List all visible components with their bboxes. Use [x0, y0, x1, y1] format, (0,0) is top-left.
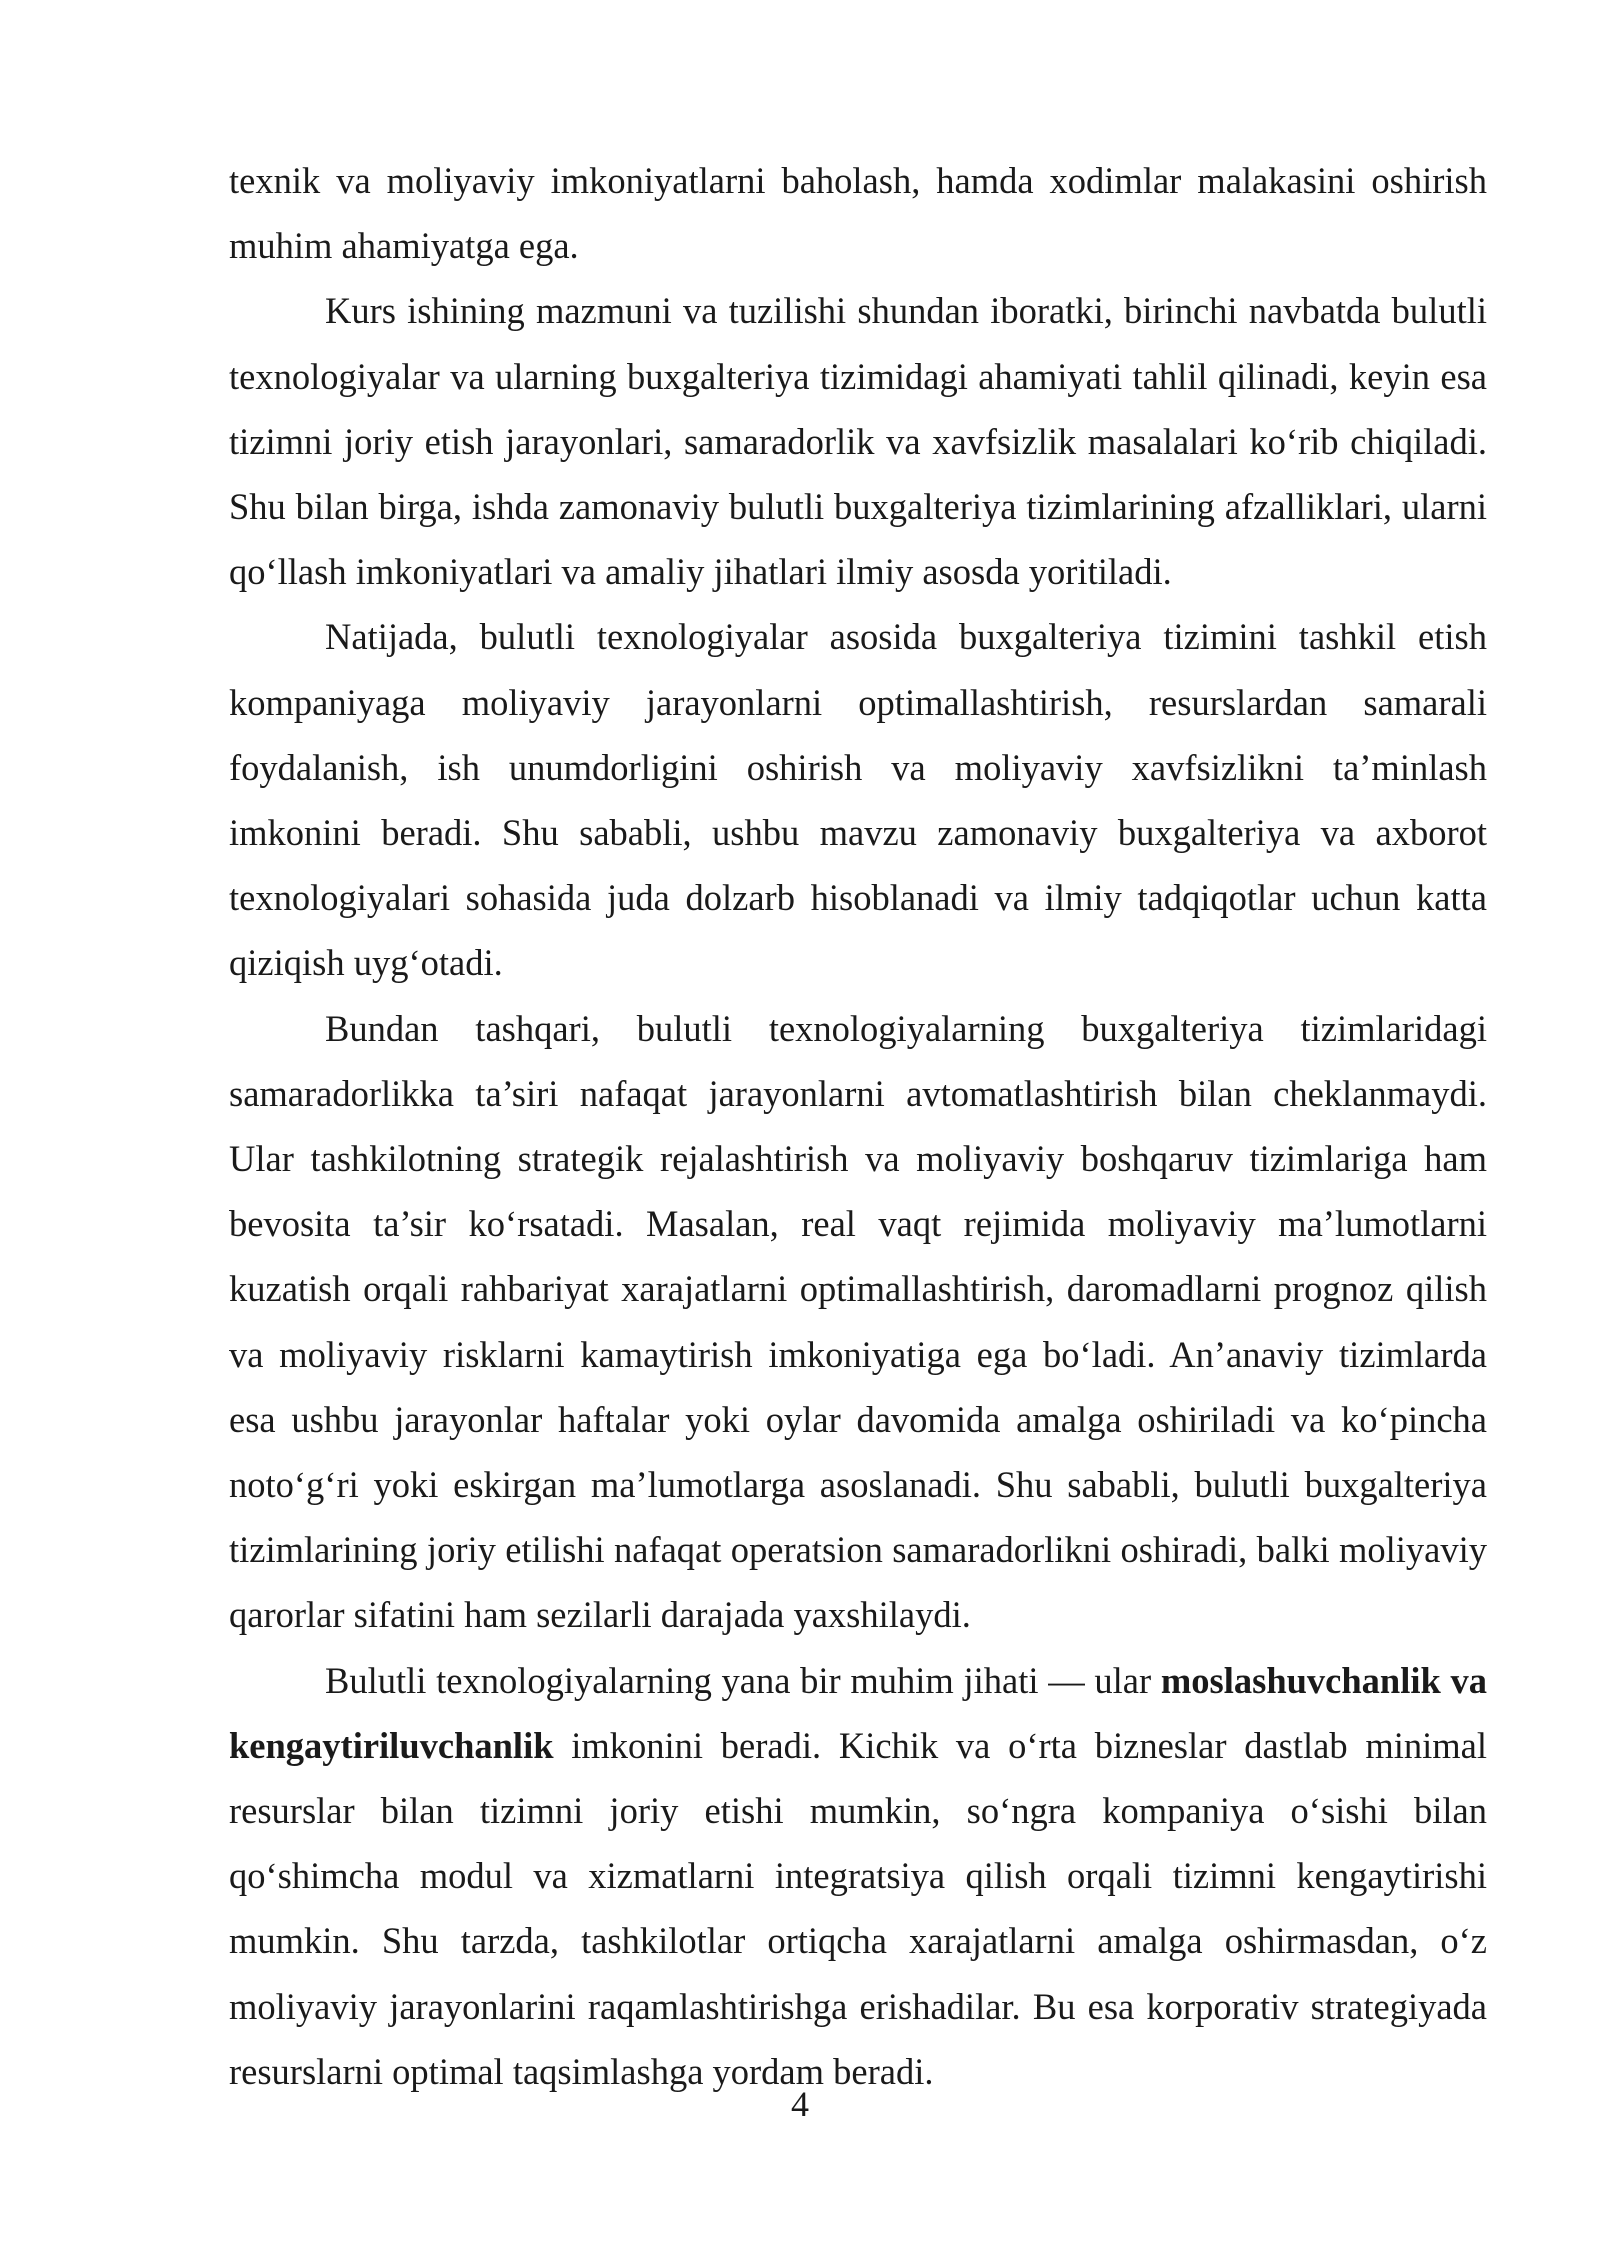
paragraph-results: Natijada, bulutli texnologiyalar asosida buxgalteriya tizimini tashkil etish kompaniyaga moliyaviy jarayonlarni optimallashtirish, resurslardan samarali foydalanish, ish unumdorligini oshirish va moliyaviy xavfsizlikni ta’minlash imkonini beradi. Shu sababli, ushbu mavzu zamonaviy buxgalteriya va axborot texnologiyalari sohasida juda dolzarb hisoblanadi va ilmiy tadqiqotlar uchun katta qiziqish uyg‘otadi. — [229, 616, 1487, 984]
paragraph-flexibility — [229, 1648, 1487, 2104]
paragraph-course-structure: Kurs ishining mazmuni va tuzilishi shundan iboratki, birinchi navbatda bulutli texnologiyalar va ularning buxgalteriya tizimidagi ahamiyati tahlil qilinadi, keyin esa tizimni joriy etish jarayonlari, samaradorlik va xavfsizlik masalalari ko‘rib chiqiladi. Shu bilan birga, ishda zamonaviy bulutli buxgalteriya tizimlarining afzalliklari, ularni qo‘llash imkoniyatlari va amaliy jihatlari ilmiy asosda yoritiladi. — [229, 290, 1487, 593]
page-number: 4 — [791, 2084, 809, 2124]
paragraph-flexibility-rest: imkonini beradi. Kichik va o‘rta bizneslar dastlab minimal resurslar bilan tizimni joriy etishi mumkin, so‘ngra kompaniya o‘sishi bilan qo‘shimcha modul va xizmatlarni integratsiya qilish orqali tizimni kengaytirishi mumkin. Shu tarzda, tashkilotlar ortiqcha xarajatlarni amalga oshirmasdan, o‘z moliyaviy jarayonlarini raqamlashtirishga erishadilar. Bu esa korporativ strategiyada resurslarni optimal taqsimlashga yordam beradi. — [229, 1724, 1487, 2092]
paragraph-continuation: texnik va moliyaviy imkoniyatlarni baholash, hamda xodimlar malakasini oshirish muhim ahamiyatga ega. — [229, 160, 1487, 267]
paragraph-efficiency: Bundan tashqari, bulutli texnologiyalarning buxgalteriya tizimlaridagi samaradorlikka ta’siri nafaqat jarayonlarni avtomatlashtirish bilan cheklanmaydi. Ular tashkilotning strategik rejalashtirish va moliyaviy boshqaruv tizimlariga ham bevosita ta’sir ko‘rsatadi. Masalan, real vaqt rejimida moliyaviy ma’lumotlarni kuzatish orqali rahbariyat xarajatlarni optimallashtirish, daromadlarni prognoz qilish va moliyaviy risklarni kamaytirish imkoniyatiga ega bo‘ladi. An’anaviy tizimlarda esa ushbu jarayonlar haftalar yoki oylar davomida amalga oshiriladi va ko‘pincha noto‘g‘ri yoki eskirgan ma’lumotlarga asoslanadi. Shu sababli, bulutli buxgalteriya tizimlarining joriy etilishi nafaqat operatsion samaradorlikni oshiradi, balki moliyaviy qarorlar sifatini ham sezilarli darajada yaxshilaydi. — [229, 1007, 1487, 1636]
body-text — [229, 148, 1487, 2104]
paragraph-flexibility-bold-term: moslashuvchanlik va kengaytiriluvchanlik — [229, 1659, 1487, 1766]
paragraph-flexibility-lead: Bulutli texnologiyalarning yana bir muhim jihati — ular — [325, 1659, 1161, 1701]
